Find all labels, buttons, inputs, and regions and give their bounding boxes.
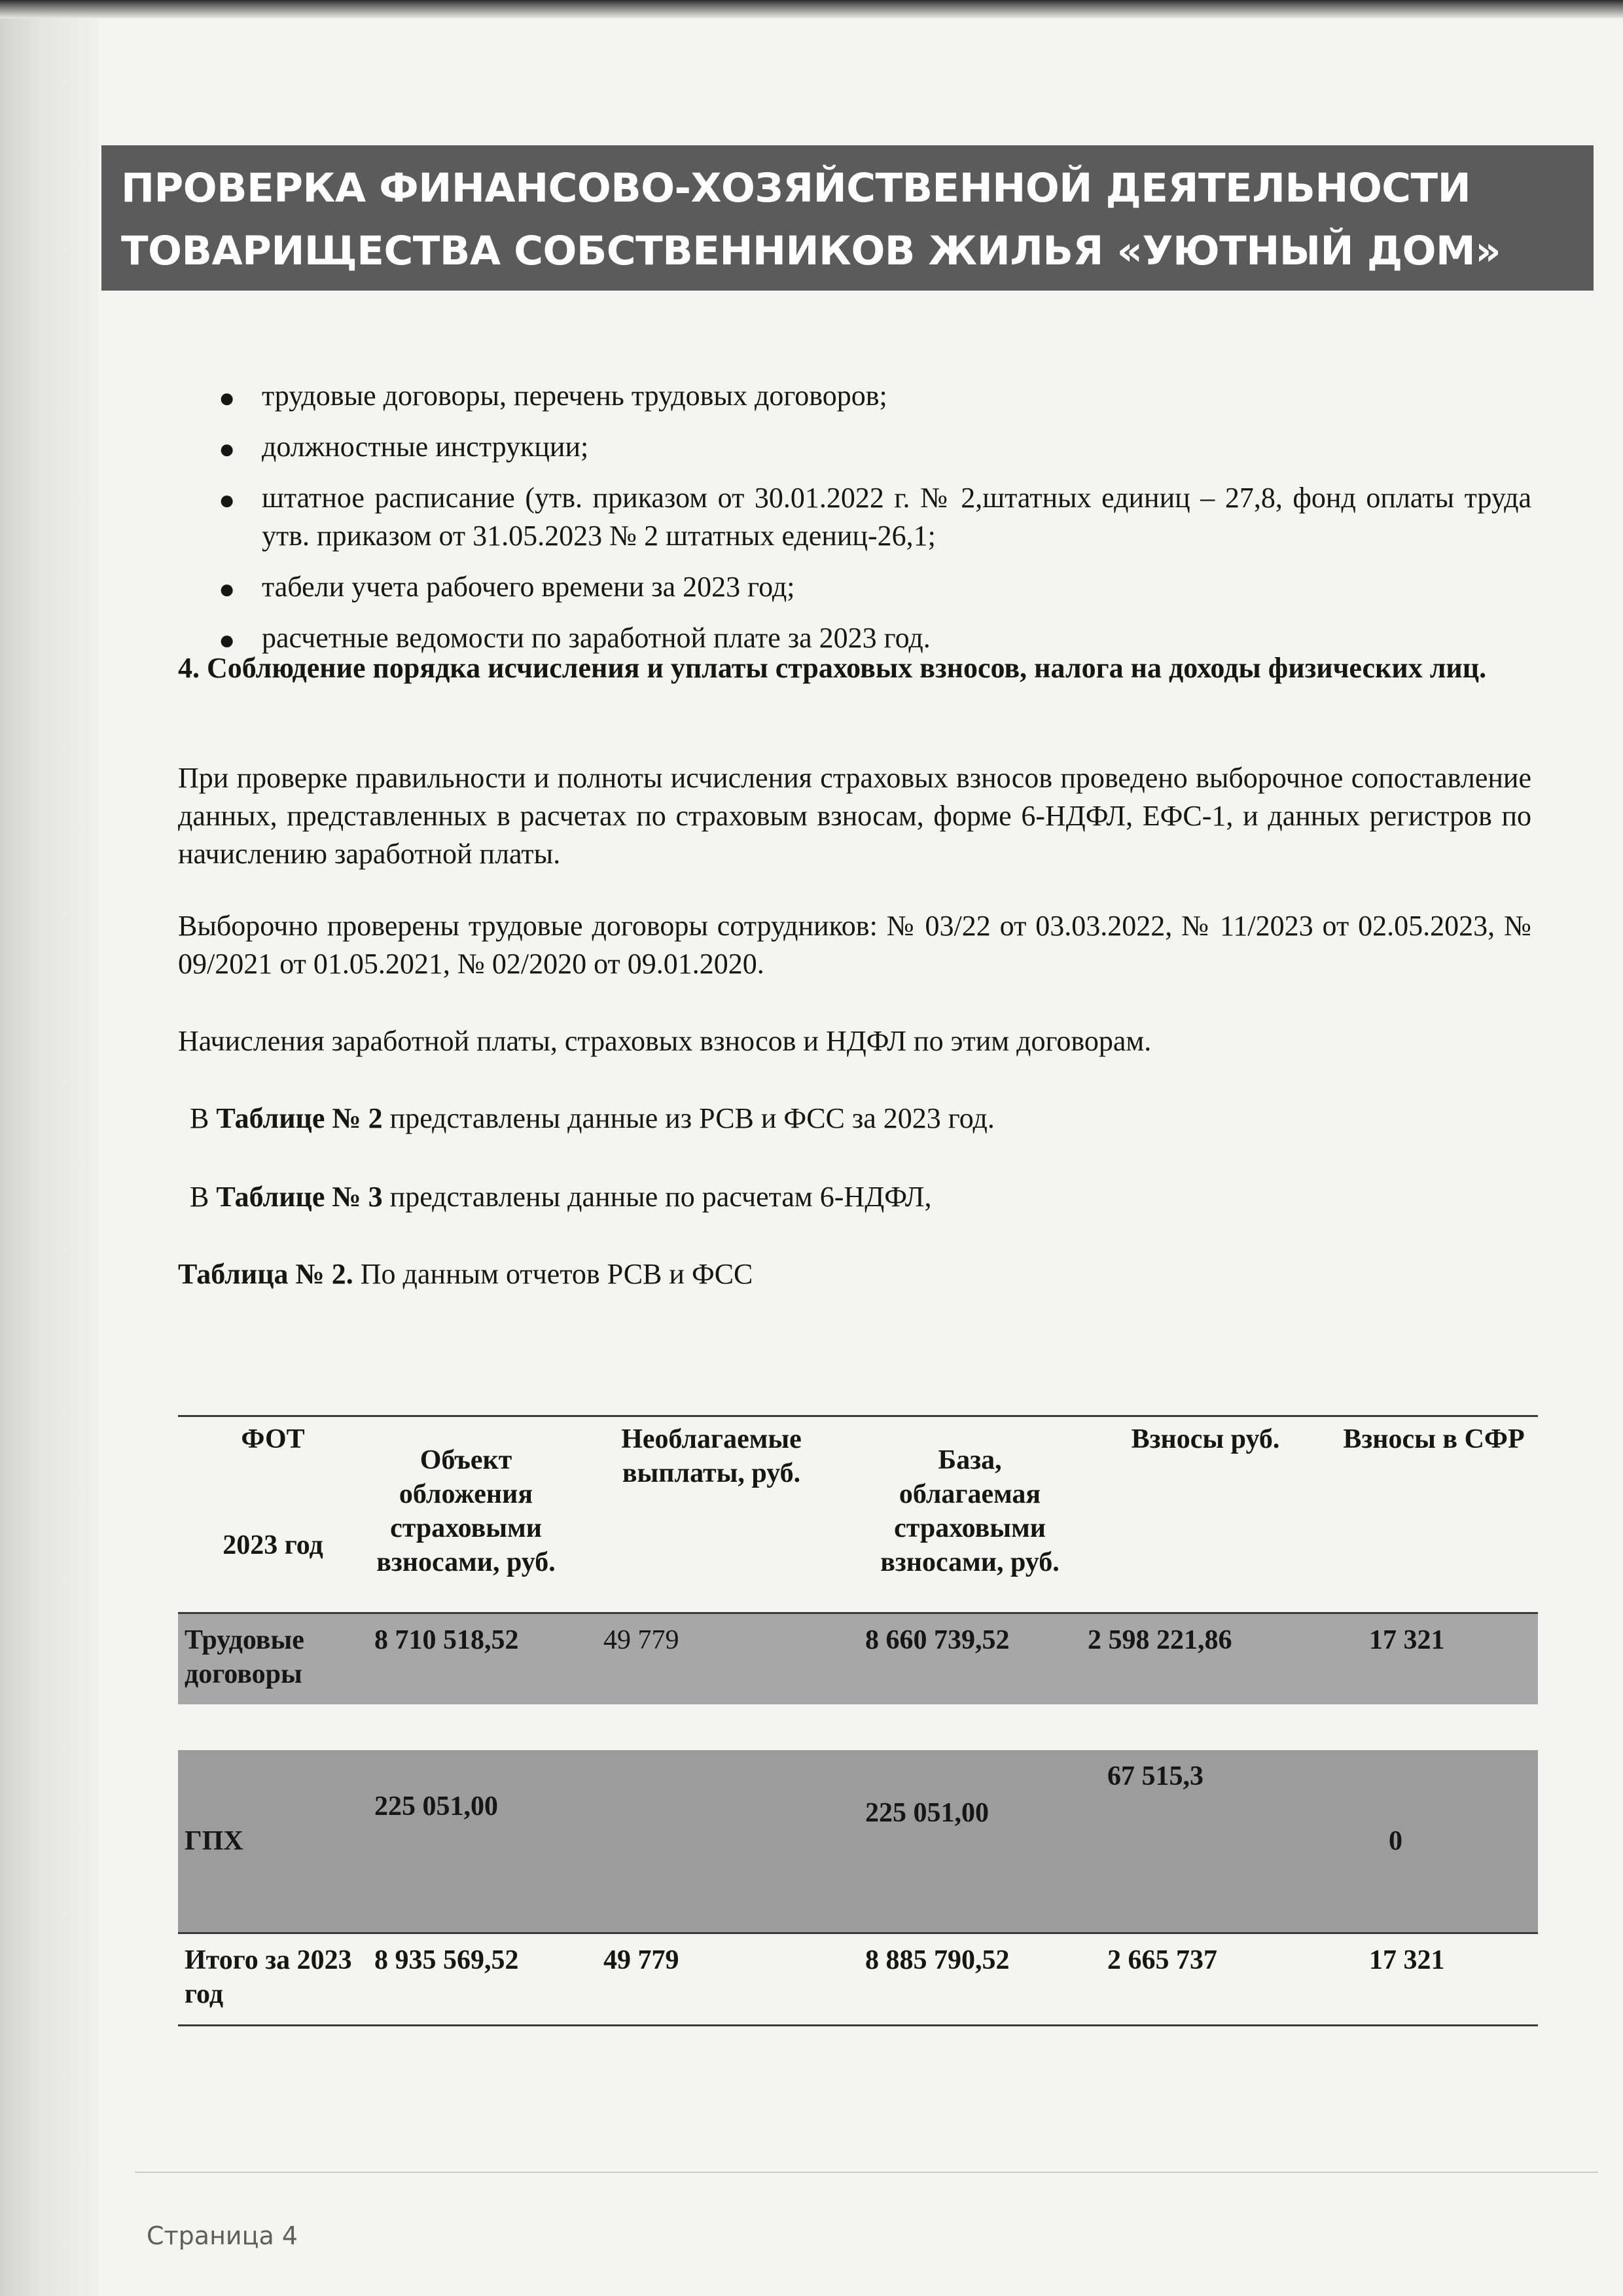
cell-nontaxable: 49 779 [603,1945,679,1975]
cell-object: 8 935 569,52 [374,1945,519,1975]
table-2-caption: Таблица № 2. По данным отчетов РСВ и ФСС [178,1258,753,1290]
bullet-icon: ● [219,384,236,414]
page-number: Страница 4 [147,2221,298,2250]
cell-base: 8 660 739,52 [859,1613,1081,1705]
cell-sfr: 17 321 [1330,1613,1538,1705]
header-title-line-1: ПРОВЕРКА ФИНАНСОВО-ХОЗЯЙСТВЕННОЙ ДЕЯТЕЛЬНОСТИ [121,165,1471,211]
row-label: Итого за 2023 год [185,1945,352,2009]
list-item: ● табели учета рабочего времени за 2023 год; [178,568,1531,606]
section-4-paragraph-3: Начисления заработной платы, страховых взносов и НДФЛ по этим договорам. [178,1025,1152,1057]
section-4-paragraph-2: Выборочно проверены трудовые договоры сотрудников: № 03/22 от 03.03.2022, № 11/2023 от 02.05.2023, № 09/2021 от 01.05.2021, № 02/2020 от 09.01.2020. [178,910,1531,980]
header-fot: ФОТ 2023 год [223,1424,323,1560]
footer-divider [135,2172,1598,2173]
header-sfr: Взносы в СФР [1343,1424,1525,1454]
table-2-reference: Таблице № 2 [216,1102,383,1134]
cell-nontaxable: 49 779 [564,1613,859,1705]
cell-contrib: 67 515,3 [1081,1750,1330,1933]
list-item: ● штатное расписание (утв. приказом от 30.01.2022 г. № 2,штатных единиц – 27,8, фонд оплаты труда утв. приказом от 31.05.2023 № 2 штатных едениц-26,1; [219,482,1531,552]
bullet-icon: ● [219,575,236,605]
table-total-row [178,1933,1538,2026]
scan-shadow-top [0,0,1623,18]
section-4-paragraph-5: В Таблице № 3 представлены данные по расчетам 6-НДФЛ, [190,1181,932,1213]
table-spacer-row [178,1704,1538,1750]
cell-contrib: 2 665 737 [1107,1945,1217,1975]
cell-contrib: 2 598 221,86 [1081,1613,1330,1705]
table-row [178,1613,1538,1705]
list-item: ● трудовые договоры, перечень трудовых договоров; [178,377,1531,415]
document-list [178,377,1531,670]
list-item: ● должностные инструкции; [178,428,1531,466]
table-header-row [178,1416,1538,1613]
list-item: ● расчетные ведомости по заработной плате за 2023 год. [178,619,1531,657]
scan-shadow-left [0,0,98,2296]
bullet-icon: ● [219,435,236,465]
cell-base: 225 051,00 [859,1750,1081,1933]
cell-base: 8 885 790,52 [865,1945,1010,1975]
header-object: Объект обложения страховыми взносами, руб. [376,1445,556,1577]
header-nontaxable: Необлагаемые выплаты, руб. [621,1424,802,1488]
bullet-icon: ● [219,626,236,656]
rsv-fss-table [178,1415,1538,2026]
row-label: Трудовые договоры [178,1613,368,1705]
cell-sfr: 17 321 [1369,1945,1445,1975]
cell-object: 225 051,00 [368,1750,564,1933]
table-row [178,1750,1538,1933]
header-title-line-2: ТОВАРИЩЕСТВА СОБСТВЕННИКОВ ЖИЛЬЯ «УЮТНЫЙ ДОМ» [121,228,1501,274]
cell-object: 8 710 518,52 [368,1613,564,1705]
section-4-title: 4. Соблюдение порядка исчисления и уплаты страховых взносов, налога на доходы физических лиц. [178,652,1487,684]
table-3-reference: Таблице № 3 [216,1181,383,1213]
header-contrib: Взносы руб. [1131,1424,1280,1454]
bullet-icon: ● [219,486,236,516]
section-4-paragraph-1: При проверке правильности и полноты исчисления страховых взносов проведено выборочное сопоставление данных, представленных в расчетах по страховым взносам, форме 6-НДФЛ, ЕФС-1, и данных регистров по начислению заработной платы. [178,762,1531,870]
section-4-paragraph-4: В Таблице № 2 представлены данные из РСВ и ФСС за 2023 год. [190,1102,995,1134]
cell-sfr: 0 [1330,1750,1538,1933]
document-header-band [101,145,1594,291]
cell-nontaxable [564,1750,859,1933]
header-base: База, облагаемая страховыми взносами, руб. [880,1445,1060,1577]
row-label: ГПХ [178,1750,368,1933]
